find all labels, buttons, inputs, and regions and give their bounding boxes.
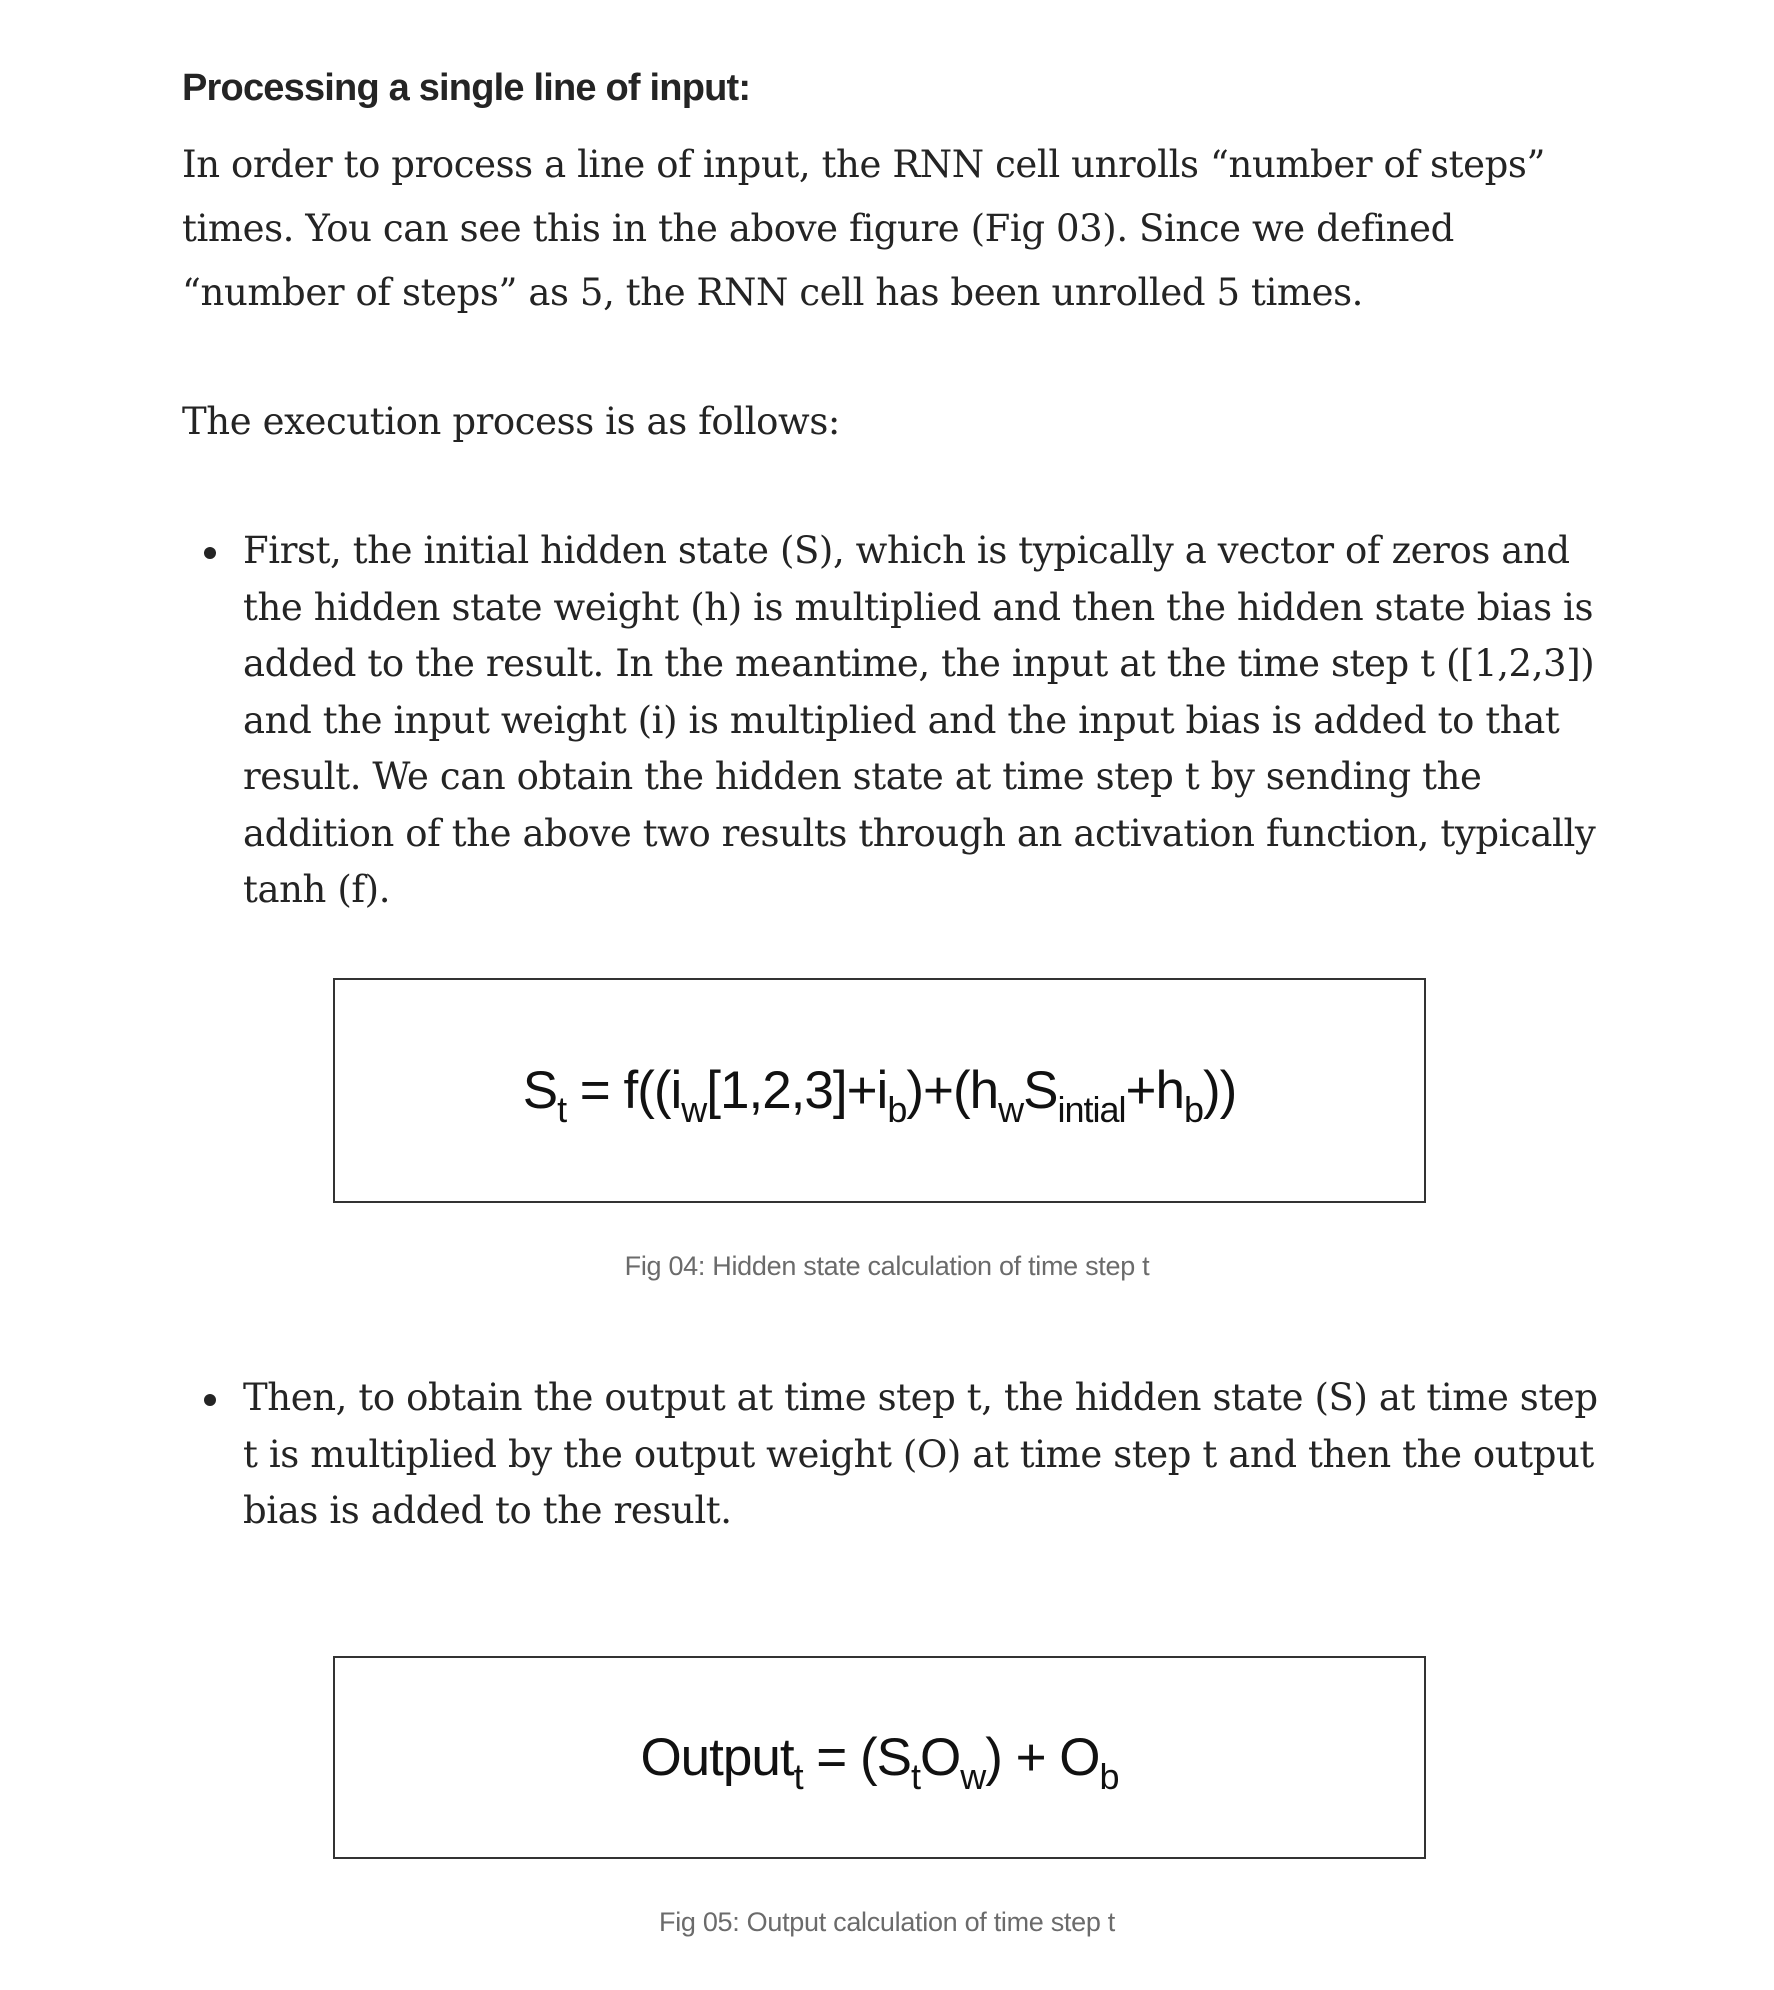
hidden-state-equation: $S_t = f((i_w[1,2,3]+i_b)+(h_wS_{intial}+h_b))$ — [522, 1061, 1237, 1130]
bullet-icon — [204, 1394, 216, 1406]
bullet-icon — [204, 547, 216, 559]
bullet-text: First, the initial hidden state (S), which is typically a vector of zeros and the hidden state weight (h) is multiplied and then the hidden state bias is added to the result. In the meantime, the input at the time step t ([1,2,3]) and the input weight (i) is multiplied and the input bias is added to that result. We can obtain the hidden state at time step t by sending the addition of the above two results through an activation function, typically tanh (f). — [243, 529, 1596, 911]
bullet-list-hidden-state — [182, 523, 1602, 919]
list-item — [182, 1370, 1602, 1540]
bullet-list-output — [182, 1370, 1602, 1540]
bullet-text: Then, to obtain the output at time step t, the hidden state (S) at time step t is multiplied by the output weight (O) at time step t and then the output bias is added to the result. — [243, 1376, 1598, 1532]
output-equation: Output$_t$ = $(S_tO_w) + O_b$ — [640, 1728, 1119, 1797]
figure-caption-fig04: Fig 04: Hidden state calculation of time step t — [624, 1251, 1150, 1281]
section-heading: Processing a single line of input: — [182, 67, 751, 109]
execution-paragraph: The execution process is as follows: — [182, 400, 840, 443]
figure-hidden-state-equation — [333, 978, 1426, 1203]
figure-output-equation — [333, 1656, 1426, 1859]
intro-paragraph: In order to process a line of input, the RNN cell unrolls “number of steps” times. You can see this in the above figure (Fig 03). Since we defined “number of steps” as 5, the RNN cell has been unrolled 5 times. — [182, 143, 1545, 314]
figure-caption-fig05: Fig 05: Output calculation of time step t — [659, 1907, 1115, 1937]
list-item — [182, 523, 1602, 919]
